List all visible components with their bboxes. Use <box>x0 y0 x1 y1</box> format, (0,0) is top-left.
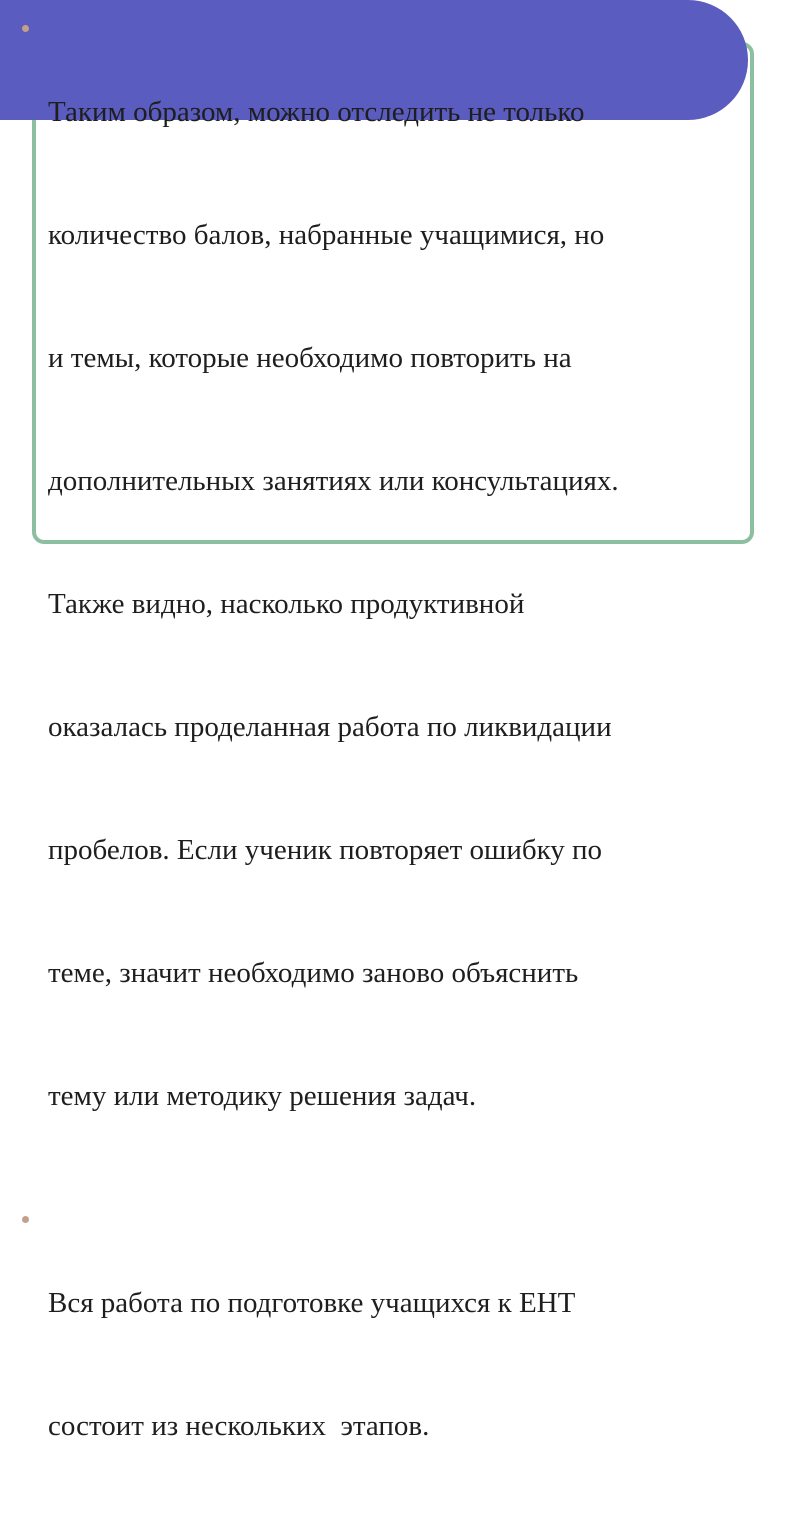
bullet-item <box>18 1201 758 1529</box>
bullet-line: и темы, которые необходимо повторить на <box>48 342 572 374</box>
bullet-dot-icon <box>22 25 29 32</box>
bullet-text <box>48 1201 758 1529</box>
bullet-line: количество балов, набранные учащимися, но <box>48 219 605 251</box>
bullet-list <box>18 10 758 1531</box>
bullet-dot-icon <box>22 1216 29 1223</box>
bullet-line: дополнительных занятиях или консультациях. <box>48 465 619 497</box>
bullet-line: пробелов. Если ученик повторяет ошибку по <box>48 834 603 866</box>
bullet-line: Также видно, насколько продуктивной <box>48 588 525 620</box>
bullet-line: состоит из нескольких этапов. <box>48 1410 430 1442</box>
bullet-line: тему или методику решения задач. <box>48 1080 477 1112</box>
bullet-line: теме, значит необходимо заново объяснить <box>48 957 579 989</box>
bullet-item <box>18 10 758 1199</box>
bullet-text <box>48 10 758 1199</box>
bullet-line: оказалась проделанная работа по ликвидации <box>48 711 612 743</box>
bullet-line: Таким образом, можно отследить не только <box>48 96 585 128</box>
bullet-line: Вся работа по подготовке учащихся к ЕНТ <box>48 1287 576 1319</box>
